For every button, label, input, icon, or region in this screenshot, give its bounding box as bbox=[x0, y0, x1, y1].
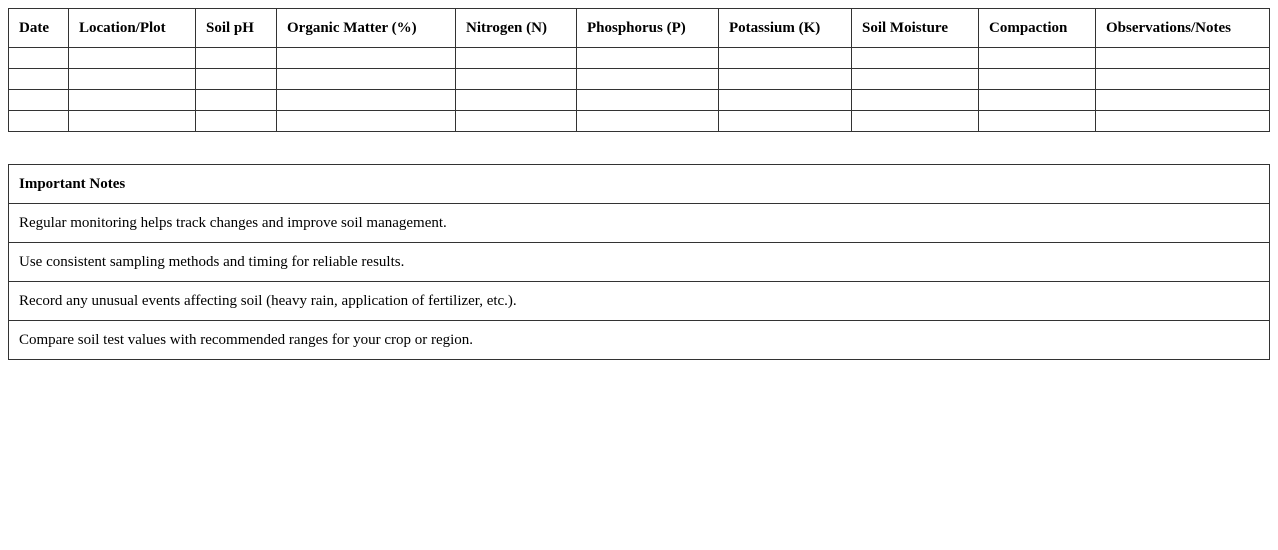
empty-cell[interactable] bbox=[456, 48, 577, 69]
empty-cell[interactable] bbox=[979, 111, 1096, 132]
empty-cell[interactable] bbox=[1096, 111, 1270, 132]
empty-cell[interactable] bbox=[69, 90, 196, 111]
header-date: Date bbox=[9, 9, 69, 48]
empty-cell[interactable] bbox=[69, 111, 196, 132]
empty-cell[interactable] bbox=[852, 90, 979, 111]
empty-cell[interactable] bbox=[196, 90, 277, 111]
header-ph: Soil pH bbox=[196, 9, 277, 48]
empty-cell[interactable] bbox=[9, 111, 69, 132]
empty-cell[interactable] bbox=[719, 111, 852, 132]
empty-cell[interactable] bbox=[719, 48, 852, 69]
empty-cell[interactable] bbox=[69, 48, 196, 69]
empty-cell[interactable] bbox=[1096, 48, 1270, 69]
empty-cell[interactable] bbox=[852, 111, 979, 132]
empty-cell[interactable] bbox=[196, 48, 277, 69]
empty-cell[interactable] bbox=[9, 48, 69, 69]
note-item: Regular monitoring helps track changes and improve soil management. bbox=[9, 204, 1270, 243]
notes-title: Important Notes bbox=[9, 165, 1270, 204]
empty-cell[interactable] bbox=[196, 111, 277, 132]
empty-cell[interactable] bbox=[456, 111, 577, 132]
table-row bbox=[9, 111, 1270, 132]
header-nitrogen: Nitrogen (N) bbox=[456, 9, 577, 48]
empty-cell[interactable] bbox=[277, 69, 456, 90]
note-item: Record any unusual events affecting soil (heavy rain, application of fertilizer, etc.). bbox=[9, 282, 1270, 321]
empty-cell[interactable] bbox=[719, 90, 852, 111]
empty-cell[interactable] bbox=[196, 69, 277, 90]
empty-cell[interactable] bbox=[9, 90, 69, 111]
header-row bbox=[9, 9, 1270, 48]
empty-cell[interactable] bbox=[456, 69, 577, 90]
empty-cell[interactable] bbox=[577, 69, 719, 90]
header-observations: Observations/Notes bbox=[1096, 9, 1270, 48]
header-phosphorus: Phosphorus (P) bbox=[577, 9, 719, 48]
empty-cell[interactable] bbox=[577, 111, 719, 132]
header-location: Location/Plot bbox=[69, 9, 196, 48]
empty-cell[interactable] bbox=[277, 111, 456, 132]
empty-cell[interactable] bbox=[456, 90, 577, 111]
empty-cell[interactable] bbox=[979, 90, 1096, 111]
table-row bbox=[9, 69, 1270, 90]
empty-cell[interactable] bbox=[69, 69, 196, 90]
empty-cell[interactable] bbox=[277, 48, 456, 69]
empty-cell[interactable] bbox=[852, 48, 979, 69]
empty-cell[interactable] bbox=[277, 90, 456, 111]
table-row bbox=[9, 90, 1270, 111]
empty-cell[interactable] bbox=[1096, 69, 1270, 90]
empty-cell[interactable] bbox=[852, 69, 979, 90]
table-row bbox=[9, 48, 1270, 69]
header-potassium: Potassium (K) bbox=[719, 9, 852, 48]
important-notes-table bbox=[8, 164, 1270, 360]
soil-log-table bbox=[8, 8, 1270, 132]
empty-cell[interactable] bbox=[577, 90, 719, 111]
header-organic-matter: Organic Matter (%) bbox=[277, 9, 456, 48]
empty-cell[interactable] bbox=[719, 69, 852, 90]
note-item: Compare soil test values with recommended ranges for your crop or region. bbox=[9, 321, 1270, 360]
empty-cell[interactable] bbox=[577, 48, 719, 69]
header-moisture: Soil Moisture bbox=[852, 9, 979, 48]
empty-cell[interactable] bbox=[979, 48, 1096, 69]
empty-cell[interactable] bbox=[979, 69, 1096, 90]
note-item: Use consistent sampling methods and timing for reliable results. bbox=[9, 243, 1270, 282]
empty-cell[interactable] bbox=[9, 69, 69, 90]
empty-cell[interactable] bbox=[1096, 90, 1270, 111]
header-compaction: Compaction bbox=[979, 9, 1096, 48]
